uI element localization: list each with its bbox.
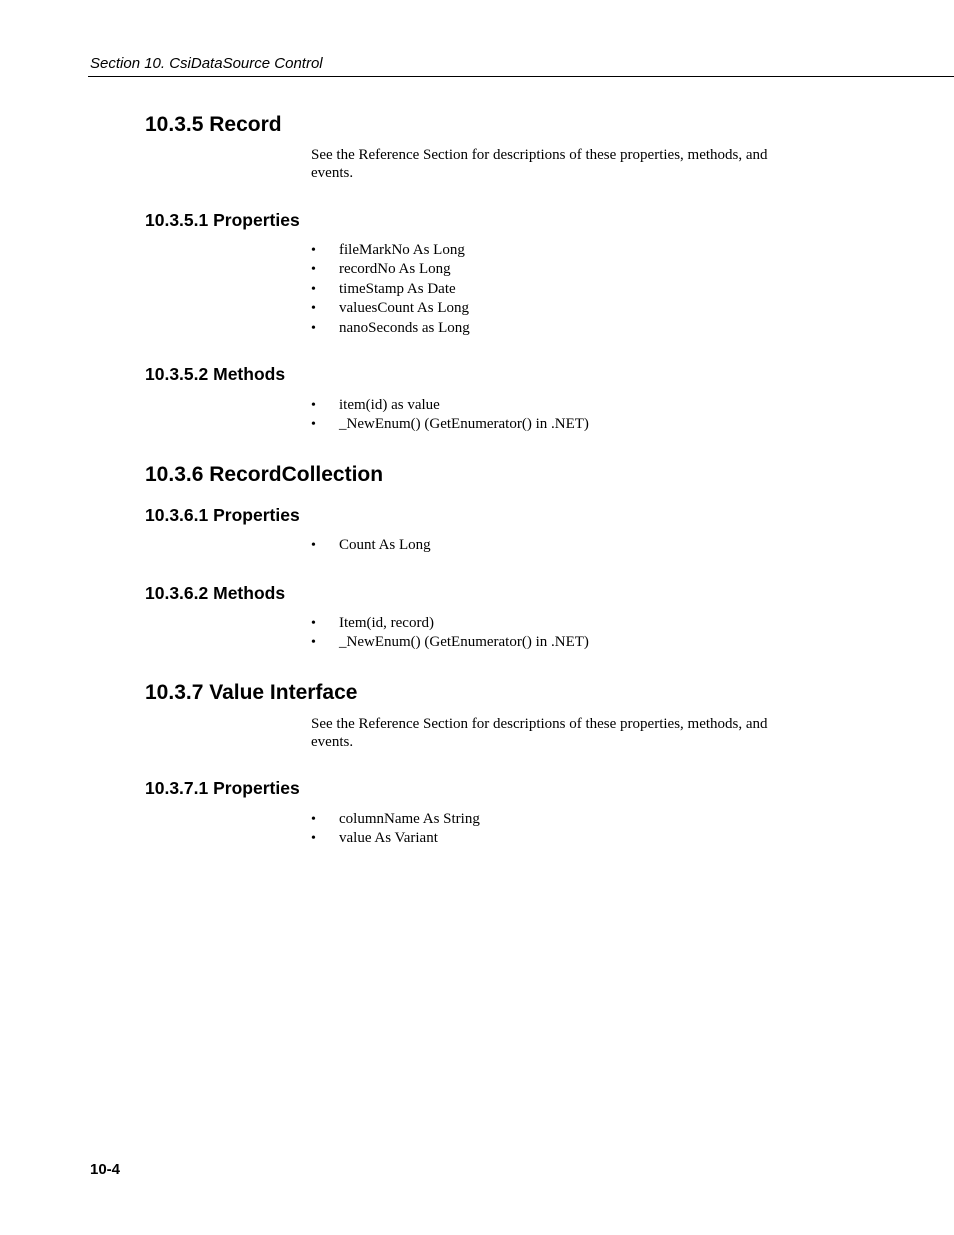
value-interface-properties-list bbox=[311, 810, 480, 849]
bullet-icon: • bbox=[311, 616, 316, 631]
record-properties-list bbox=[311, 241, 470, 338]
bullet-icon: • bbox=[311, 281, 316, 297]
bullet-icon: • bbox=[311, 301, 316, 317]
bullet-icon: • bbox=[311, 320, 316, 336]
list-item: • item(id) as value bbox=[311, 396, 589, 415]
record-methods-list bbox=[311, 396, 589, 435]
record-collection-methods-list bbox=[311, 614, 589, 653]
list-item: • recordNo As Long bbox=[311, 260, 470, 279]
heading-record-methods: 10.3.5.2 Methods bbox=[145, 364, 286, 384]
list-item: • Item(id, record) bbox=[311, 614, 589, 633]
list-item: • valuesCount As Long bbox=[311, 299, 470, 318]
bullet-icon: • bbox=[311, 243, 316, 258]
list-item: • nanoSeconds as Long bbox=[311, 319, 470, 338]
bullet-icon: • bbox=[311, 262, 316, 278]
list-item: • value As Variant bbox=[311, 829, 480, 848]
bullet-icon: • bbox=[311, 812, 316, 827]
header-rule bbox=[88, 76, 954, 77]
heading-record: 10.3.5 Record bbox=[145, 113, 282, 136]
record-intro: See the Reference Section for descriptions of these properties, methods, and events. bbox=[311, 147, 768, 181]
record-collection-properties-list bbox=[311, 536, 431, 555]
bullet-icon: • bbox=[311, 538, 316, 553]
running-header: Section 10. CsiDataSource Control bbox=[90, 55, 323, 72]
bullet-icon: • bbox=[311, 417, 316, 433]
list-item: • _NewEnum() (GetEnumerator() in .NET) bbox=[311, 415, 589, 434]
value-interface-intro: See the Reference Section for descriptions of these properties, methods, and events. bbox=[311, 716, 768, 750]
bullet-icon: • bbox=[311, 831, 316, 847]
list-item: • columnName As String bbox=[311, 810, 480, 829]
list-item: • _NewEnum() (GetEnumerator() in .NET) bbox=[311, 633, 589, 652]
heading-value-interface: 10.3.7 Value Interface bbox=[145, 681, 358, 704]
heading-record-properties: 10.3.5.1 Properties bbox=[145, 210, 300, 230]
list-item: • fileMarkNo As Long bbox=[311, 241, 470, 260]
heading-record-collection: 10.3.6 RecordCollection bbox=[145, 463, 384, 486]
heading-value-interface-properties: 10.3.7.1 Properties bbox=[145, 778, 300, 798]
list-item: • Count As Long bbox=[311, 536, 431, 555]
heading-record-collection-methods: 10.3.6.2 Methods bbox=[145, 583, 286, 603]
heading-record-collection-properties: 10.3.6.1 Properties bbox=[145, 505, 300, 525]
bullet-icon: • bbox=[311, 398, 316, 413]
page-number: 10-4 bbox=[90, 1161, 121, 1178]
list-item: • timeStamp As Date bbox=[311, 280, 470, 299]
bullet-icon: • bbox=[311, 635, 316, 651]
